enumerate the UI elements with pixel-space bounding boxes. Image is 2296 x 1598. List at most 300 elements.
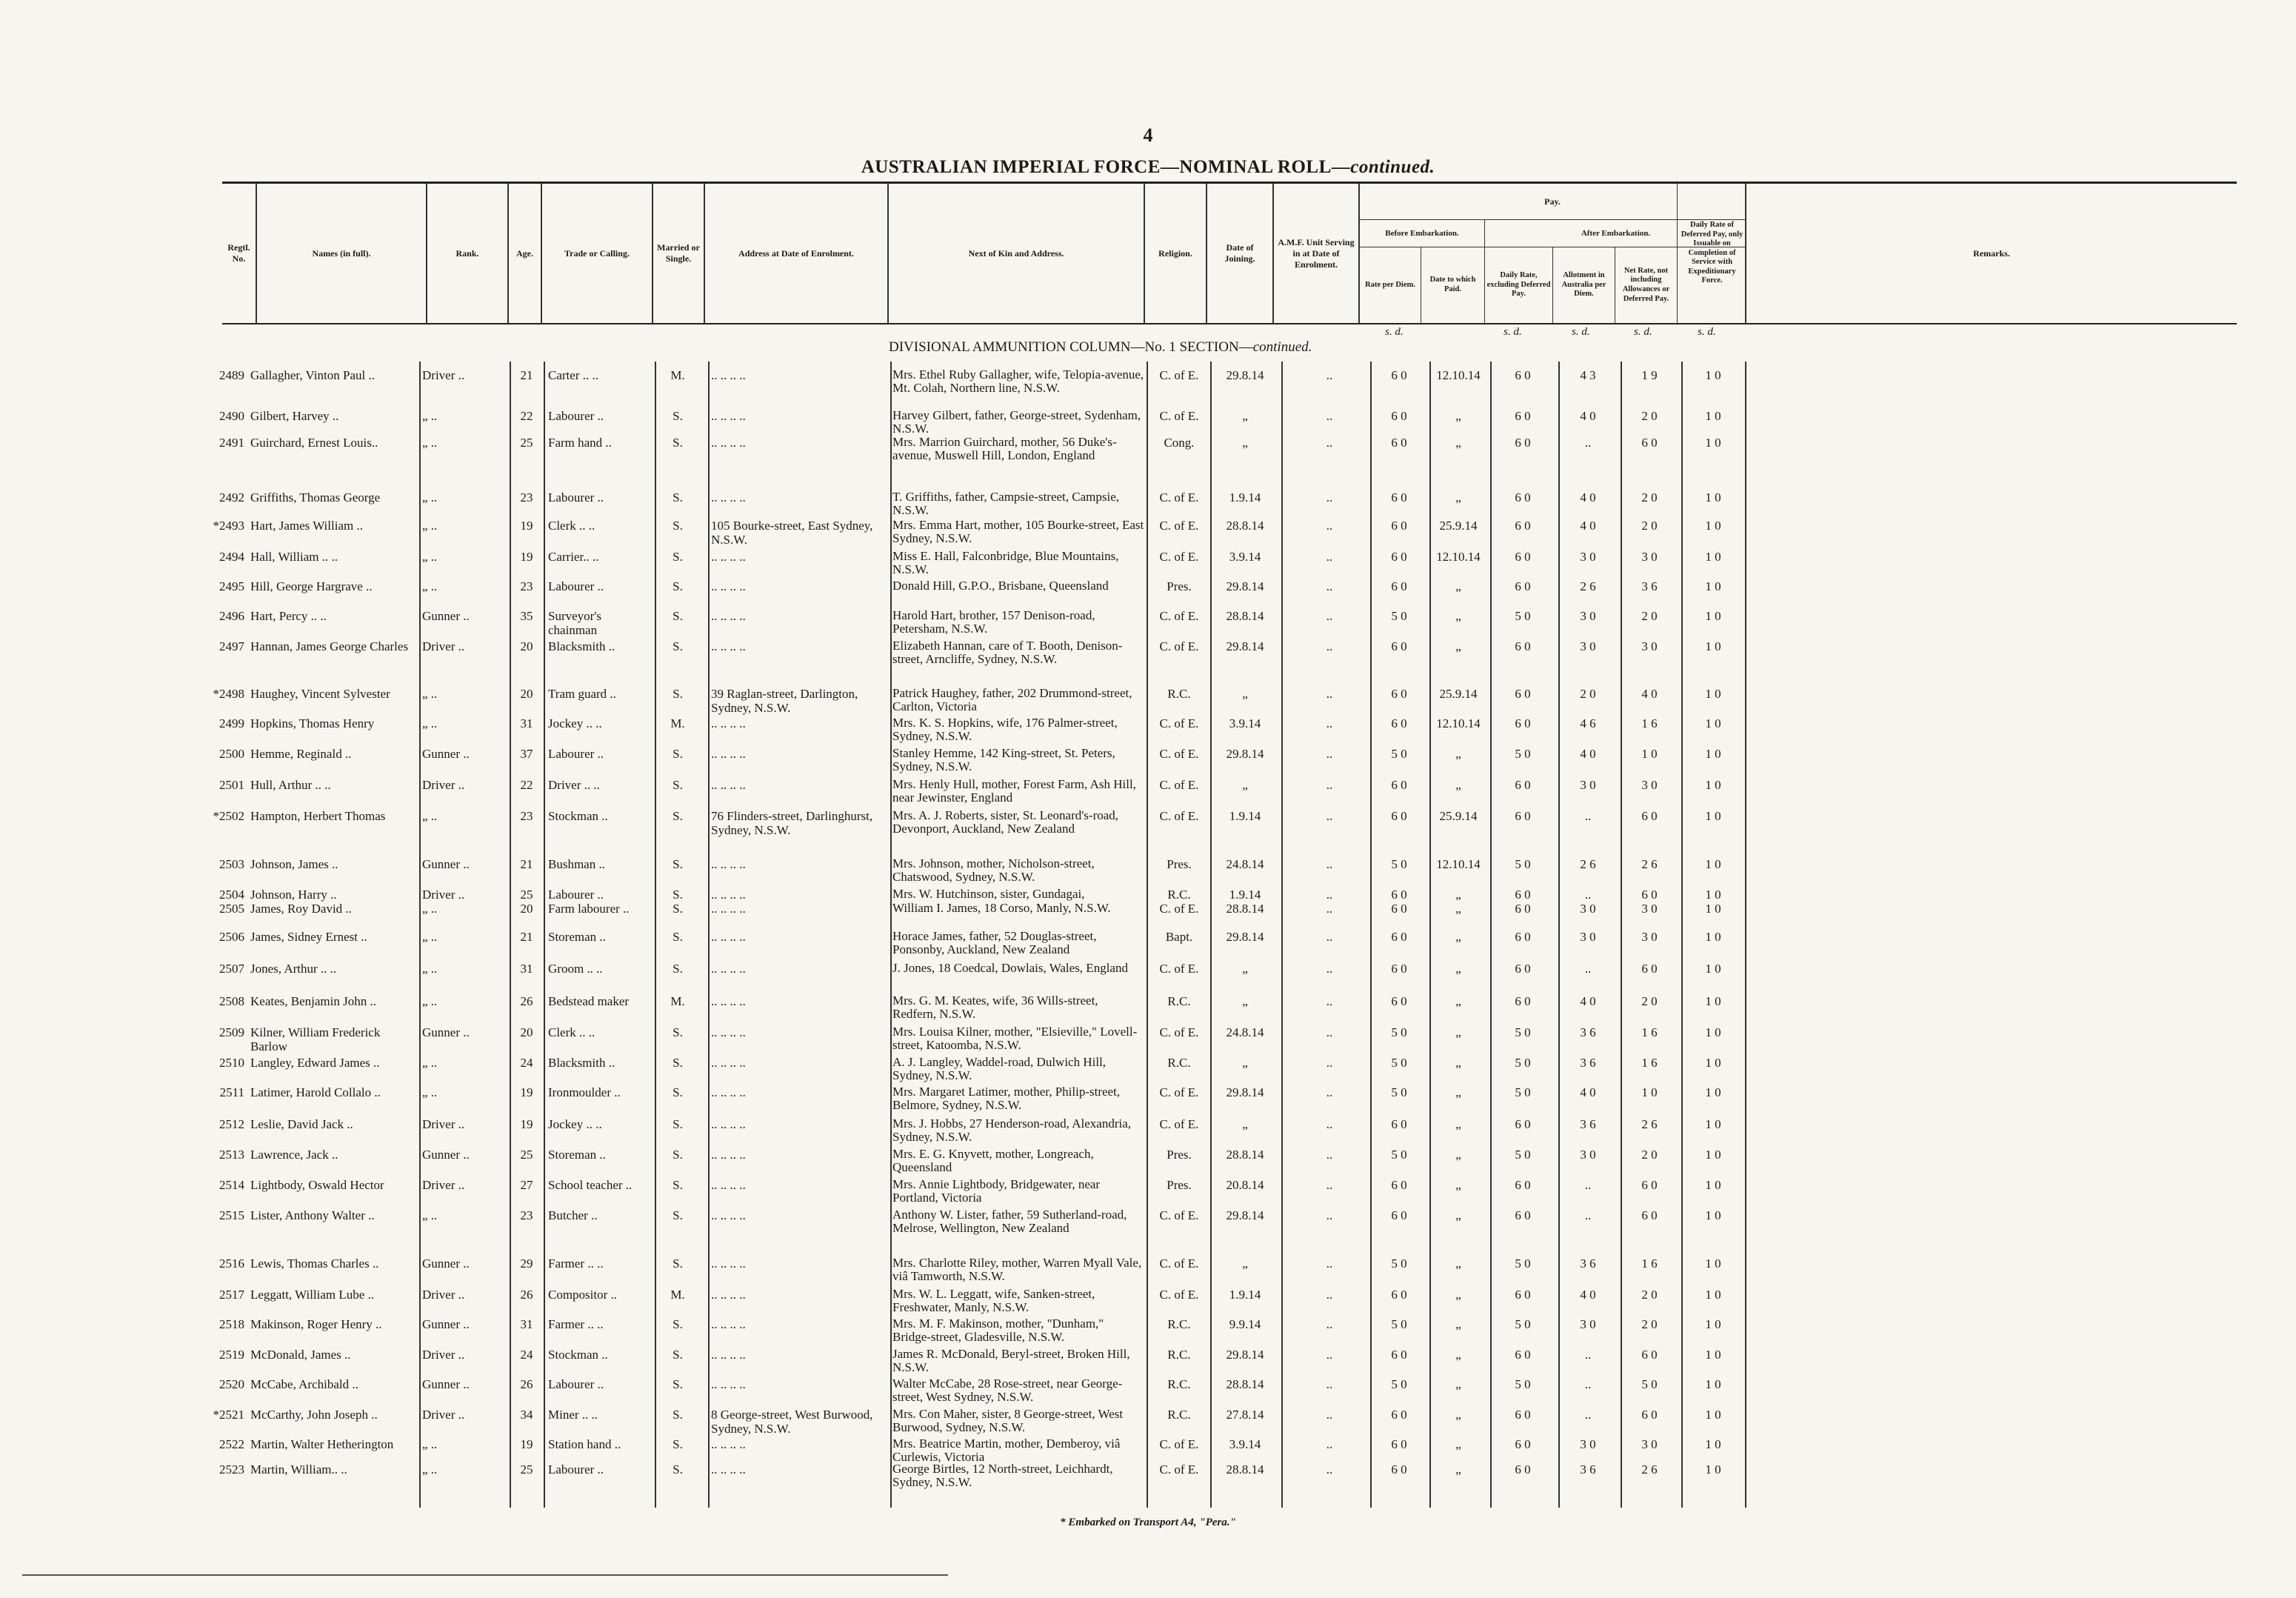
cell-regtl-no: *2502 bbox=[213, 809, 244, 823]
cell-unit: .. bbox=[1326, 1178, 1333, 1192]
cell-daily-rate: 5 0 bbox=[1515, 1317, 1531, 1331]
cell-trade: Bushman .. bbox=[548, 857, 605, 871]
cell-net-rate: 2 0 bbox=[1641, 519, 1658, 533]
cell-rate-per-diem: 6 0 bbox=[1391, 1288, 1407, 1302]
cell-allotment: .. bbox=[1584, 436, 1592, 450]
cell-rank: Gunner .. bbox=[422, 1025, 470, 1039]
cell-marital-status: S. bbox=[673, 930, 683, 944]
cell-rank: Gunner .. bbox=[422, 857, 470, 871]
cell-date-joining: „ bbox=[1242, 962, 1248, 976]
cell-date-joining: 29.8.14 bbox=[1226, 930, 1264, 944]
cell-marital-status: S. bbox=[673, 1056, 683, 1070]
cell-regtl-no: *2498 bbox=[213, 687, 244, 701]
cell-net-rate: 6 0 bbox=[1641, 436, 1658, 450]
header-age: Age. bbox=[507, 184, 541, 323]
cell-net-rate: 2 6 bbox=[1641, 857, 1658, 871]
cell-name: Martin, Walter Hetherington bbox=[250, 1437, 394, 1451]
cell-unit: .. bbox=[1326, 1256, 1333, 1271]
cell-rank: Gunner .. bbox=[422, 1317, 470, 1331]
cell-unit: .. bbox=[1326, 962, 1333, 976]
cell-net-rate: 2 0 bbox=[1641, 1288, 1658, 1302]
cell-daily-rate: 5 0 bbox=[1515, 747, 1531, 761]
cell-date-paid: „ bbox=[1455, 1437, 1461, 1451]
cell-address: .. .. .. .. bbox=[711, 490, 746, 505]
page-number: 4 bbox=[1143, 124, 1153, 146]
header-date-joining: Date of Joining. bbox=[1206, 184, 1272, 323]
cell-address: 105 Bourke-street, East Sydney, N.S.W. bbox=[711, 519, 873, 547]
cell-rank: Driver .. bbox=[422, 1288, 465, 1302]
cell-rank: „ .. bbox=[422, 716, 438, 730]
cell-date-paid: 12.10.14 bbox=[1436, 857, 1481, 871]
cell-allotment: 3 0 bbox=[1580, 902, 1596, 916]
cell-name: Guirchard, Ernest Louis.. bbox=[250, 436, 378, 450]
cell-marital-status: S. bbox=[673, 639, 683, 653]
cell-name: Johnson, Harry .. bbox=[250, 888, 337, 902]
cell-date-paid: 12.10.14 bbox=[1436, 550, 1481, 564]
cell-next-of-kin: Mrs. J. Hobbs, 27 Henderson-road, Alexandria, Sydney, N.S.W. bbox=[892, 1116, 1131, 1144]
cell-marital-status: S. bbox=[673, 687, 683, 701]
cell-rank: Driver .. bbox=[422, 778, 465, 792]
cell-daily-rate: 5 0 bbox=[1515, 1148, 1531, 1162]
cell-daily-rate: 6 0 bbox=[1515, 888, 1531, 902]
cell-next-of-kin: Horace James, father, 52 Douglas-street, Ponsonby, Auckland, New Zealand bbox=[892, 929, 1097, 956]
cell-address: .. .. .. .. bbox=[711, 1288, 746, 1302]
cell-net-rate: 3 0 bbox=[1641, 778, 1658, 792]
cell-date-paid: „ bbox=[1455, 639, 1461, 653]
cell-date-paid: „ bbox=[1455, 1208, 1461, 1222]
cell-religion: Cong. bbox=[1164, 436, 1195, 450]
cell-daily-rate: 6 0 bbox=[1515, 1208, 1531, 1222]
cell-date-paid: „ bbox=[1455, 1148, 1461, 1162]
cell-address: .. .. .. .. bbox=[711, 1437, 746, 1451]
cell-regtl-no: 2501 bbox=[219, 778, 244, 792]
cell-allotment: 3 6 bbox=[1580, 1117, 1596, 1131]
cell-name: Keates, Benjamin John .. bbox=[250, 994, 376, 1008]
cell-date-joining: 28.8.14 bbox=[1226, 519, 1264, 533]
cell-trade: Jockey .. .. bbox=[548, 716, 602, 730]
cell-marital-status: M. bbox=[670, 716, 685, 730]
cell-date-paid: 25.9.14 bbox=[1439, 519, 1478, 533]
cell-marital-status: S. bbox=[673, 1085, 683, 1099]
cell-date-joining: 9.9.14 bbox=[1229, 1317, 1261, 1331]
cell-age: 29 bbox=[520, 1256, 533, 1271]
cell-name: Lawrence, Jack .. bbox=[250, 1148, 338, 1162]
section-heading-main: DIVISIONAL AMMUNITION COLUMN—No. 1 SECTION— bbox=[889, 339, 1253, 355]
cell-date-paid: „ bbox=[1455, 1348, 1461, 1362]
cell-rate-per-diem: 5 0 bbox=[1391, 1317, 1407, 1331]
header-date-paid: Date to which Paid. bbox=[1421, 247, 1484, 323]
cell-religion: C. of E. bbox=[1159, 1025, 1199, 1039]
cell-rate-per-diem: 6 0 bbox=[1391, 1408, 1407, 1422]
cell-date-paid: „ bbox=[1455, 930, 1461, 944]
cell-address: .. .. .. .. bbox=[711, 1148, 746, 1162]
cell-age: 23 bbox=[520, 579, 533, 593]
cell-date-paid: „ bbox=[1455, 1117, 1461, 1131]
cell-age: 25 bbox=[520, 1462, 533, 1477]
cell-date-joining: 28.8.14 bbox=[1226, 1462, 1264, 1477]
cell-date-paid: „ bbox=[1455, 1178, 1461, 1192]
cell-regtl-no: 2515 bbox=[219, 1208, 244, 1222]
cell-trade: Compositor .. bbox=[548, 1288, 618, 1302]
cell-rank: „ .. bbox=[422, 809, 438, 823]
cell-regtl-no: 2496 bbox=[219, 609, 244, 623]
cell-trade: Farm labourer .. bbox=[548, 902, 630, 916]
cell-net-rate: 2 0 bbox=[1641, 994, 1658, 1008]
cell-deferred-pay: 1 0 bbox=[1705, 902, 1721, 916]
cell-age: 31 bbox=[520, 716, 533, 730]
cell-marital-status: S. bbox=[673, 409, 683, 423]
cell-date-joining: 24.8.14 bbox=[1226, 1025, 1264, 1039]
cell-age: 26 bbox=[520, 1288, 533, 1302]
cell-net-rate: 6 0 bbox=[1641, 809, 1658, 823]
cell-next-of-kin: Mrs. Charlotte Riley, mother, Warren Myall Vale, viâ Tamworth, N.S.W. bbox=[892, 1256, 1142, 1283]
cell-name: Hull, Arthur .. .. bbox=[250, 778, 331, 792]
cell-rate-per-diem: 6 0 bbox=[1391, 368, 1407, 382]
cell-daily-rate: 6 0 bbox=[1515, 930, 1531, 944]
cell-regtl-no: 2523 bbox=[219, 1462, 244, 1477]
cell-daily-rate: 6 0 bbox=[1515, 1408, 1531, 1422]
cell-address: .. .. .. .. bbox=[711, 778, 746, 792]
cell-next-of-kin: James R. McDonald, Beryl-street, Broken Hill, N.S.W. bbox=[892, 1347, 1130, 1374]
cell-rate-per-diem: 6 0 bbox=[1391, 409, 1407, 423]
cell-trade: Labourer .. bbox=[548, 490, 604, 505]
cell-unit: .. bbox=[1326, 436, 1333, 450]
cell-name: Hall, William .. .. bbox=[250, 550, 338, 564]
column-rule bbox=[510, 362, 511, 1508]
cell-allotment: 4 0 bbox=[1580, 747, 1596, 761]
section-heading bbox=[889, 339, 1312, 356]
cell-trade: Surveyor's chainman bbox=[548, 609, 602, 637]
cell-rank: „ .. bbox=[422, 550, 438, 564]
cell-address: .. .. .. .. bbox=[711, 1348, 746, 1362]
cell-marital-status: S. bbox=[673, 1178, 683, 1192]
cell-trade: Farm hand .. bbox=[548, 436, 612, 450]
cell-regtl-no: *2521 bbox=[213, 1408, 244, 1422]
cell-allotment: 2 0 bbox=[1580, 687, 1596, 701]
cell-rate-per-diem: 6 0 bbox=[1391, 550, 1407, 564]
cell-marital-status: S. bbox=[673, 1117, 683, 1131]
column-rule bbox=[544, 362, 545, 1508]
cell-date-paid: „ bbox=[1455, 1317, 1461, 1331]
cell-next-of-kin: Mrs. Johnson, mother, Nicholson-street, Chatswood, Sydney, N.S.W. bbox=[892, 856, 1095, 884]
cell-date-joining: 1.9.14 bbox=[1229, 490, 1261, 505]
cell-date-joining: 29.8.14 bbox=[1226, 579, 1264, 593]
cell-rate-per-diem: 6 0 bbox=[1391, 930, 1407, 944]
cell-age: 20 bbox=[520, 902, 533, 916]
cell-net-rate: 3 0 bbox=[1641, 930, 1658, 944]
cell-deferred-pay: 1 0 bbox=[1705, 1288, 1721, 1302]
section-heading-continued: continued. bbox=[1252, 339, 1312, 355]
cell-net-rate: 2 0 bbox=[1641, 1317, 1658, 1331]
cell-trade: Blacksmith .. bbox=[548, 639, 615, 653]
cell-address: .. .. .. .. bbox=[711, 1377, 746, 1391]
cell-date-paid: 12.10.14 bbox=[1436, 716, 1481, 730]
cell-age: 20 bbox=[520, 687, 533, 701]
cell-trade: Labourer .. bbox=[548, 409, 604, 423]
cell-daily-rate: 6 0 bbox=[1515, 1288, 1531, 1302]
cell-regtl-no: 2512 bbox=[219, 1117, 244, 1131]
footnote: * Embarked on Transport A4, "Pera." bbox=[1060, 1517, 1236, 1528]
cell-address: .. .. .. .. bbox=[711, 1256, 746, 1271]
cell-regtl-no: 2517 bbox=[219, 1288, 244, 1302]
cell-rate-per-diem: 6 0 bbox=[1391, 519, 1407, 533]
cell-daily-rate: 5 0 bbox=[1515, 857, 1531, 871]
cell-daily-rate: 6 0 bbox=[1515, 778, 1531, 792]
cell-deferred-pay: 1 0 bbox=[1705, 778, 1721, 792]
cell-allotment: 3 0 bbox=[1580, 778, 1596, 792]
cell-rank: „ .. bbox=[422, 1085, 438, 1099]
cell-daily-rate: 6 0 bbox=[1515, 1178, 1531, 1192]
cell-unit: .. bbox=[1326, 1056, 1333, 1070]
cell-marital-status: S. bbox=[673, 778, 683, 792]
cell-regtl-no: 2518 bbox=[219, 1317, 244, 1331]
cell-date-joining: 28.8.14 bbox=[1226, 1377, 1264, 1391]
cell-deferred-pay: 1 0 bbox=[1705, 1178, 1721, 1192]
cell-rank: Driver .. bbox=[422, 639, 465, 653]
cell-unit: .. bbox=[1326, 579, 1333, 593]
cell-net-rate: 6 0 bbox=[1641, 962, 1658, 976]
cell-marital-status: S. bbox=[673, 579, 683, 593]
cell-religion: R.C. bbox=[1167, 1348, 1191, 1362]
header-daily-rate: Daily Rate, excluding Deferred Pay. bbox=[1484, 247, 1552, 323]
cell-age: 22 bbox=[520, 409, 533, 423]
cell-regtl-no: 2495 bbox=[219, 579, 244, 593]
cell-next-of-kin: Mrs. A. J. Roberts, sister, St. Leonard's-road, Devonport, Auckland, New Zealand bbox=[892, 808, 1119, 836]
cell-net-rate: 3 0 bbox=[1641, 1437, 1658, 1451]
cell-regtl-no: 2513 bbox=[219, 1148, 244, 1162]
column-rule bbox=[708, 362, 710, 1508]
cell-trade: School teacher .. bbox=[548, 1178, 633, 1192]
cell-age: 24 bbox=[520, 1348, 533, 1362]
cell-address: .. .. .. .. bbox=[711, 962, 746, 976]
cell-deferred-pay: 1 0 bbox=[1705, 1085, 1721, 1099]
title-continued: continued. bbox=[1350, 157, 1435, 177]
cell-allotment: 4 0 bbox=[1580, 409, 1596, 423]
cell-next-of-kin: Mrs. Ethel Ruby Gallagher, wife, Telopia-avenue, Mt. Colah, Northern line, N.S.W. bbox=[892, 367, 1144, 395]
cell-name: Haughey, Vincent Sylvester bbox=[250, 687, 390, 701]
cell-marital-status: S. bbox=[673, 888, 683, 902]
cell-regtl-no: 2497 bbox=[219, 639, 244, 653]
cell-address: .. .. .. .. bbox=[711, 1208, 746, 1222]
cell-daily-rate: 6 0 bbox=[1515, 368, 1531, 382]
cell-allotment: 4 0 bbox=[1580, 490, 1596, 505]
cell-rate-per-diem: 6 0 bbox=[1391, 1208, 1407, 1222]
cell-rate-per-diem: 6 0 bbox=[1391, 962, 1407, 976]
cell-trade: Stockman .. bbox=[548, 809, 608, 823]
cell-rate-per-diem: 5 0 bbox=[1391, 1256, 1407, 1271]
cell-net-rate: 5 0 bbox=[1641, 1377, 1658, 1391]
cell-daily-rate: 6 0 bbox=[1515, 519, 1531, 533]
cell-net-rate: 3 6 bbox=[1641, 579, 1658, 593]
cell-next-of-kin: Mrs. Emma Hart, mother, 105 Bourke-street, East Sydney, N.S.W. bbox=[892, 518, 1144, 545]
cell-rank: „ .. bbox=[422, 1208, 438, 1222]
cell-address: .. .. .. .. bbox=[711, 747, 746, 761]
cell-allotment: 4 0 bbox=[1580, 1085, 1596, 1099]
cell-unit: .. bbox=[1326, 994, 1333, 1008]
cell-allotment: 4 3 bbox=[1580, 368, 1596, 382]
cell-daily-rate: 6 0 bbox=[1515, 962, 1531, 976]
cell-religion: C. of E. bbox=[1159, 639, 1199, 653]
cell-next-of-kin: George Birtles, 12 North-street, Leichhardt, Sydney, N.S.W. bbox=[892, 1462, 1113, 1489]
cell-allotment: 3 0 bbox=[1580, 550, 1596, 564]
cell-address: .. .. .. .. bbox=[711, 436, 746, 450]
cell-deferred-pay: 1 0 bbox=[1705, 1377, 1721, 1391]
cell-allotment: 2 6 bbox=[1580, 579, 1596, 593]
cell-rank: „ .. bbox=[422, 1437, 438, 1451]
cell-address: .. .. .. .. bbox=[711, 368, 746, 382]
cell-rank: Driver .. bbox=[422, 1408, 465, 1422]
cell-date-paid: „ bbox=[1455, 1462, 1461, 1477]
cell-religion: Pres. bbox=[1167, 1148, 1192, 1162]
cell-trade: Carrier.. .. bbox=[548, 550, 599, 564]
cell-religion: C. of E. bbox=[1159, 609, 1199, 623]
cell-age: 26 bbox=[520, 1377, 533, 1391]
cell-next-of-kin: Walter McCabe, 28 Rose-street, near George-street, West Sydney, N.S.W. bbox=[892, 1376, 1123, 1404]
cell-allotment: 4 0 bbox=[1580, 1288, 1596, 1302]
cell-rate-per-diem: 6 0 bbox=[1391, 490, 1407, 505]
cell-rate-per-diem: 5 0 bbox=[1391, 1148, 1407, 1162]
cell-allotment: 3 0 bbox=[1580, 1148, 1596, 1162]
cell-rank: Driver .. bbox=[422, 1117, 465, 1131]
cell-regtl-no: 2506 bbox=[219, 930, 244, 944]
cell-address: .. .. .. .. bbox=[711, 550, 746, 564]
cell-net-rate: 3 0 bbox=[1641, 639, 1658, 653]
cell-deferred-pay: 1 0 bbox=[1705, 519, 1721, 533]
cell-net-rate: 6 0 bbox=[1641, 888, 1658, 902]
units-rate: s. d. bbox=[1385, 326, 1404, 338]
cell-trade: Labourer .. bbox=[548, 579, 604, 593]
cell-unit: .. bbox=[1326, 1348, 1333, 1362]
cell-next-of-kin: Mrs. Louisa Kilner, mother, "Elsieville," Lovell-street, Katoomba, N.S.W. bbox=[892, 1025, 1138, 1052]
cell-next-of-kin: Mrs. Henly Hull, mother, Forest Farm, Ash Hill, near Jewinster, England bbox=[892, 777, 1136, 805]
cell-regtl-no: 2522 bbox=[219, 1437, 244, 1451]
cell-unit: .. bbox=[1326, 1208, 1333, 1222]
cell-name: Gallagher, Vinton Paul .. bbox=[250, 368, 375, 382]
cell-address: .. .. .. .. bbox=[711, 1056, 746, 1070]
cell-rank: Gunner .. bbox=[422, 1377, 470, 1391]
cell-allotment: 3 6 bbox=[1580, 1025, 1596, 1039]
cell-net-rate: 1 9 bbox=[1641, 368, 1658, 382]
cell-rate-per-diem: 6 0 bbox=[1391, 716, 1407, 730]
cell-name: McCabe, Archibald .. bbox=[250, 1377, 358, 1391]
cell-regtl-no: 2516 bbox=[219, 1256, 244, 1271]
cell-religion: C. of E. bbox=[1159, 519, 1199, 533]
cell-religion: C. of E. bbox=[1159, 368, 1199, 382]
cell-marital-status: S. bbox=[673, 1317, 683, 1331]
cell-religion: Pres. bbox=[1167, 579, 1192, 593]
cell-allotment: .. bbox=[1584, 1408, 1592, 1422]
cell-date-paid: „ bbox=[1455, 778, 1461, 792]
cell-age: 22 bbox=[520, 778, 533, 792]
cell-next-of-kin: Anthony W. Lister, father, 59 Sutherland-road, Melrose, Wellington, New Zealand bbox=[892, 1208, 1127, 1235]
cell-trade: Miner .. .. bbox=[548, 1408, 598, 1422]
cell-religion: C. of E. bbox=[1159, 1288, 1199, 1302]
cell-next-of-kin: Elizabeth Hannan, care of T. Booth, Denison-street, Arncliffe, Sydney, N.S.W. bbox=[892, 639, 1123, 666]
cell-address: .. .. .. .. bbox=[711, 902, 746, 916]
column-rule bbox=[655, 362, 656, 1508]
cell-date-paid: „ bbox=[1455, 436, 1461, 450]
cell-deferred-pay: 1 0 bbox=[1705, 857, 1721, 871]
cell-net-rate: 6 0 bbox=[1641, 1208, 1658, 1222]
cell-trade: Storeman .. bbox=[548, 930, 606, 944]
cell-date-paid: „ bbox=[1455, 1085, 1461, 1099]
cell-religion: R.C. bbox=[1167, 888, 1191, 902]
cell-allotment: 3 6 bbox=[1580, 1256, 1596, 1271]
cell-marital-status: S. bbox=[673, 519, 683, 533]
cell-rate-per-diem: 6 0 bbox=[1391, 1437, 1407, 1451]
cell-religion: R.C. bbox=[1167, 994, 1191, 1008]
cell-date-joining: 29.8.14 bbox=[1226, 747, 1264, 761]
cell-unit: .. bbox=[1326, 1148, 1333, 1162]
cell-next-of-kin: Stanley Hemme, 142 King-street, St. Peters, Sydney, N.S.W. bbox=[892, 746, 1115, 773]
cell-rate-per-diem: 5 0 bbox=[1391, 1377, 1407, 1391]
cell-date-joining: 28.8.14 bbox=[1226, 902, 1264, 916]
header-after-embarkation: After Embarkation. bbox=[1484, 219, 1746, 247]
cell-daily-rate: 6 0 bbox=[1515, 809, 1531, 823]
cell-religion: C. of E. bbox=[1159, 1117, 1199, 1131]
cell-deferred-pay: 1 0 bbox=[1705, 436, 1721, 450]
cell-trade: Jockey .. .. bbox=[548, 1117, 602, 1131]
cell-trade: Blacksmith .. bbox=[548, 1056, 615, 1070]
column-rule bbox=[890, 362, 892, 1508]
cell-address: .. .. .. .. bbox=[711, 716, 746, 730]
cell-regtl-no: 2508 bbox=[219, 994, 244, 1008]
cell-trade: Butcher .. bbox=[548, 1208, 598, 1222]
cell-rank: „ .. bbox=[422, 902, 438, 916]
cell-deferred-pay: 1 0 bbox=[1705, 1208, 1721, 1222]
units-daily: s. d. bbox=[1504, 326, 1522, 338]
cell-net-rate: 2 6 bbox=[1641, 1462, 1658, 1477]
cell-allotment: 3 6 bbox=[1580, 1462, 1596, 1477]
cell-net-rate: 6 0 bbox=[1641, 1178, 1658, 1192]
cell-deferred-pay: 1 0 bbox=[1705, 1148, 1721, 1162]
cell-trade: Driver .. .. bbox=[548, 778, 600, 792]
cell-age: 19 bbox=[520, 1117, 533, 1131]
cell-regtl-no: *2493 bbox=[213, 519, 244, 533]
cell-next-of-kin: Mrs. W. Hutchinson, sister, Gundagai, bbox=[892, 887, 1085, 901]
header-remarks: Remarks. bbox=[1745, 184, 2237, 323]
cell-name: Leslie, David Jack .. bbox=[250, 1117, 353, 1131]
cell-allotment: 4 0 bbox=[1580, 994, 1596, 1008]
cell-regtl-no: 2509 bbox=[219, 1025, 244, 1039]
cell-date-joining: 29.8.14 bbox=[1226, 1208, 1264, 1222]
cell-next-of-kin: J. Jones, 18 Coedcal, Dowlais, Wales, England bbox=[892, 961, 1128, 975]
cell-rate-per-diem: 6 0 bbox=[1391, 579, 1407, 593]
cell-address: .. .. .. .. bbox=[711, 1085, 746, 1099]
header-trade: Trade or Calling. bbox=[541, 184, 652, 323]
cell-address: .. .. .. .. bbox=[711, 1178, 746, 1192]
cell-deferred-pay: 1 0 bbox=[1705, 409, 1721, 423]
cell-regtl-no: 2514 bbox=[219, 1178, 244, 1192]
cell-name: Hampton, Herbert Thomas bbox=[250, 809, 386, 823]
header-religion: Religion. bbox=[1144, 184, 1206, 323]
cell-allotment: .. bbox=[1584, 1377, 1592, 1391]
title-main: AUSTRALIAN IMPERIAL FORCE—NOMINAL ROLL— bbox=[861, 157, 1351, 177]
cell-daily-rate: 6 0 bbox=[1515, 1437, 1531, 1451]
cell-marital-status: S. bbox=[673, 1437, 683, 1451]
cell-name: McDonald, James .. bbox=[250, 1348, 351, 1362]
cell-marital-status: S. bbox=[673, 1025, 683, 1039]
cell-next-of-kin: Mrs. Con Maher, sister, 8 George-street, West Burwood, Sydney, N.S.W. bbox=[892, 1407, 1124, 1434]
cell-name: Langley, Edward James .. bbox=[250, 1056, 380, 1070]
cell-marital-status: S. bbox=[673, 1462, 683, 1477]
cell-allotment: 3 0 bbox=[1580, 930, 1596, 944]
cell-religion: Pres. bbox=[1167, 1178, 1192, 1192]
cell-religion: R.C. bbox=[1167, 1377, 1191, 1391]
cell-regtl-no: 2507 bbox=[219, 962, 244, 976]
cell-address: .. .. .. .. bbox=[711, 1117, 746, 1131]
cell-regtl-no: 2510 bbox=[219, 1056, 244, 1070]
